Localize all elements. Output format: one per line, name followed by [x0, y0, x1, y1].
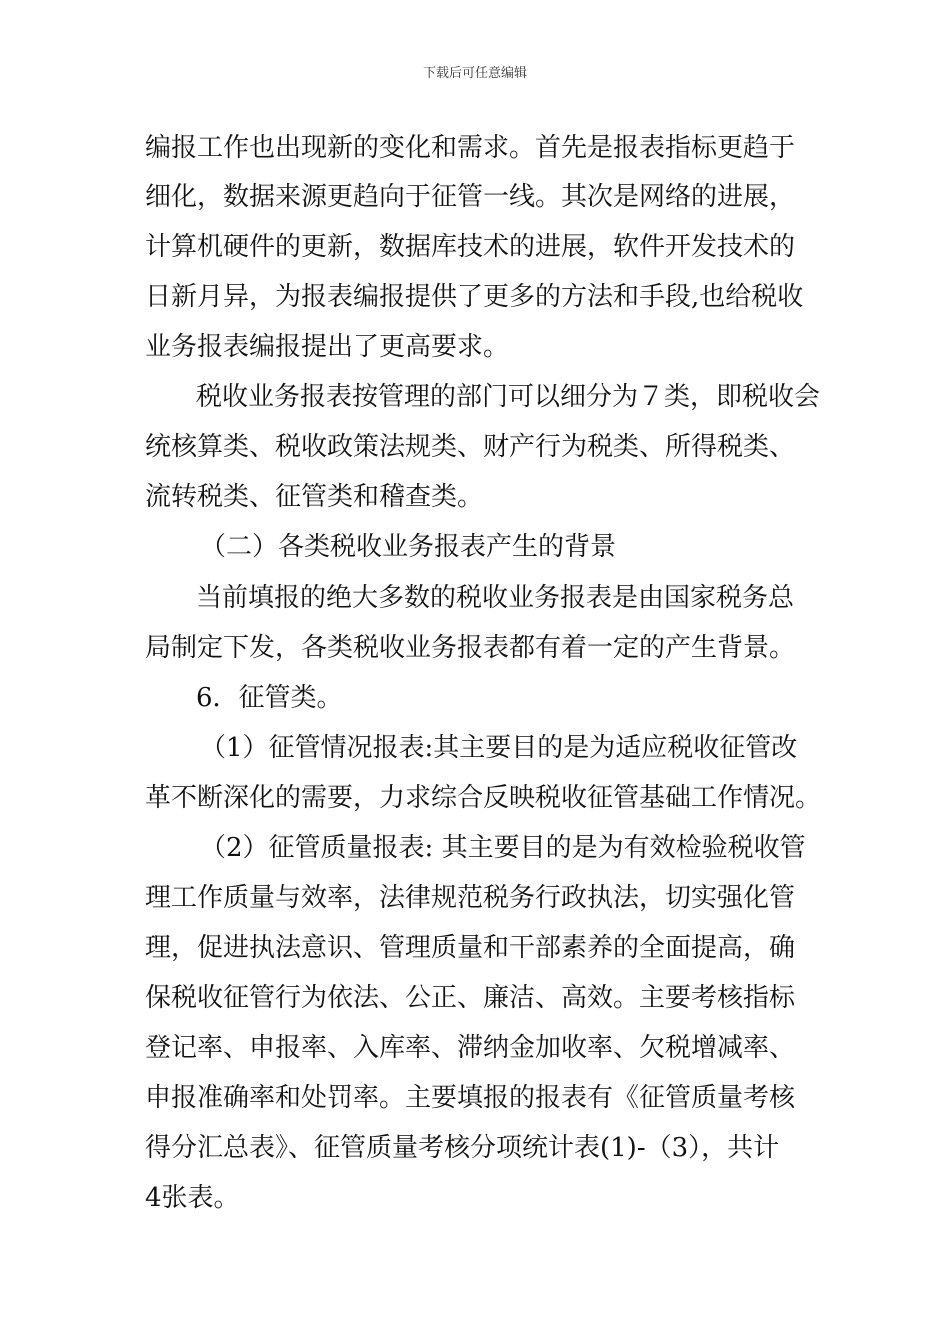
body-line: 流转税类、征管类和稽查类。	[145, 482, 484, 512]
body-line: 税收业务报表按管理的部门可以细分为７类，即税收会	[196, 382, 821, 412]
body-line: 细化，数据来源更趋向于征管一线。其次是网络的进展，	[145, 182, 796, 212]
body-line: 理，促进执法意识、管理质量和干部素养的全面提高，确	[145, 933, 796, 963]
body-line: 理工作质量与效率，法律规范税务行政执法，切实强化管	[145, 883, 796, 913]
body-line: 编报工作也出现新的变化和需求。首先是报表指标更趋于	[145, 133, 796, 163]
body-line: 日新月异，为报表编报提供了更多的方法和手段,也给税收	[145, 282, 804, 312]
body-line: 业务报表编报提出了更高要求。	[145, 332, 510, 362]
body-line: （1）征管情况报表:其主要目的是为适应税收征管改	[200, 733, 798, 763]
body-line: 登记率、申报率、入库率、滞纳金加收率、欠税增减率、	[145, 1033, 796, 1063]
body-line: 申报准确率和处罚率。主要填报的报表有《征管质量考核	[145, 1083, 796, 1113]
section-heading: （二）各类税收业务报表产生的背景	[200, 532, 617, 562]
page-header: 下载后可任意编辑	[422, 66, 527, 81]
body-line: 统核算类、税收政策法规类、财产行为税类、所得税类、	[145, 432, 796, 462]
body-line: 4张表。	[145, 1183, 240, 1213]
body-line: 得分汇总表》、征管质量考核分项统计表(1)-（3），共计	[145, 1133, 780, 1163]
body-line: 保税收征管行为依法、公正、廉洁、高效。主要考核指标	[145, 983, 796, 1013]
body-line: 革不断深化的需要，力求综合反映税收征管基础工作情况。	[145, 783, 822, 813]
body-line: 当前填报的绝大多数的税收业务报表是由国家税务总	[196, 583, 795, 613]
subsection-heading: 6．征管类。	[196, 683, 343, 713]
body-line: 局制定下发，各类税收业务报表都有着一定的产生背景。	[145, 633, 796, 663]
body-line: 计算机硬件的更新，数据库技术的进展，软件开发技术的	[145, 232, 796, 262]
body-line: （2）征管质量报表: 其主要目的是为有效检验税收管	[200, 833, 806, 863]
